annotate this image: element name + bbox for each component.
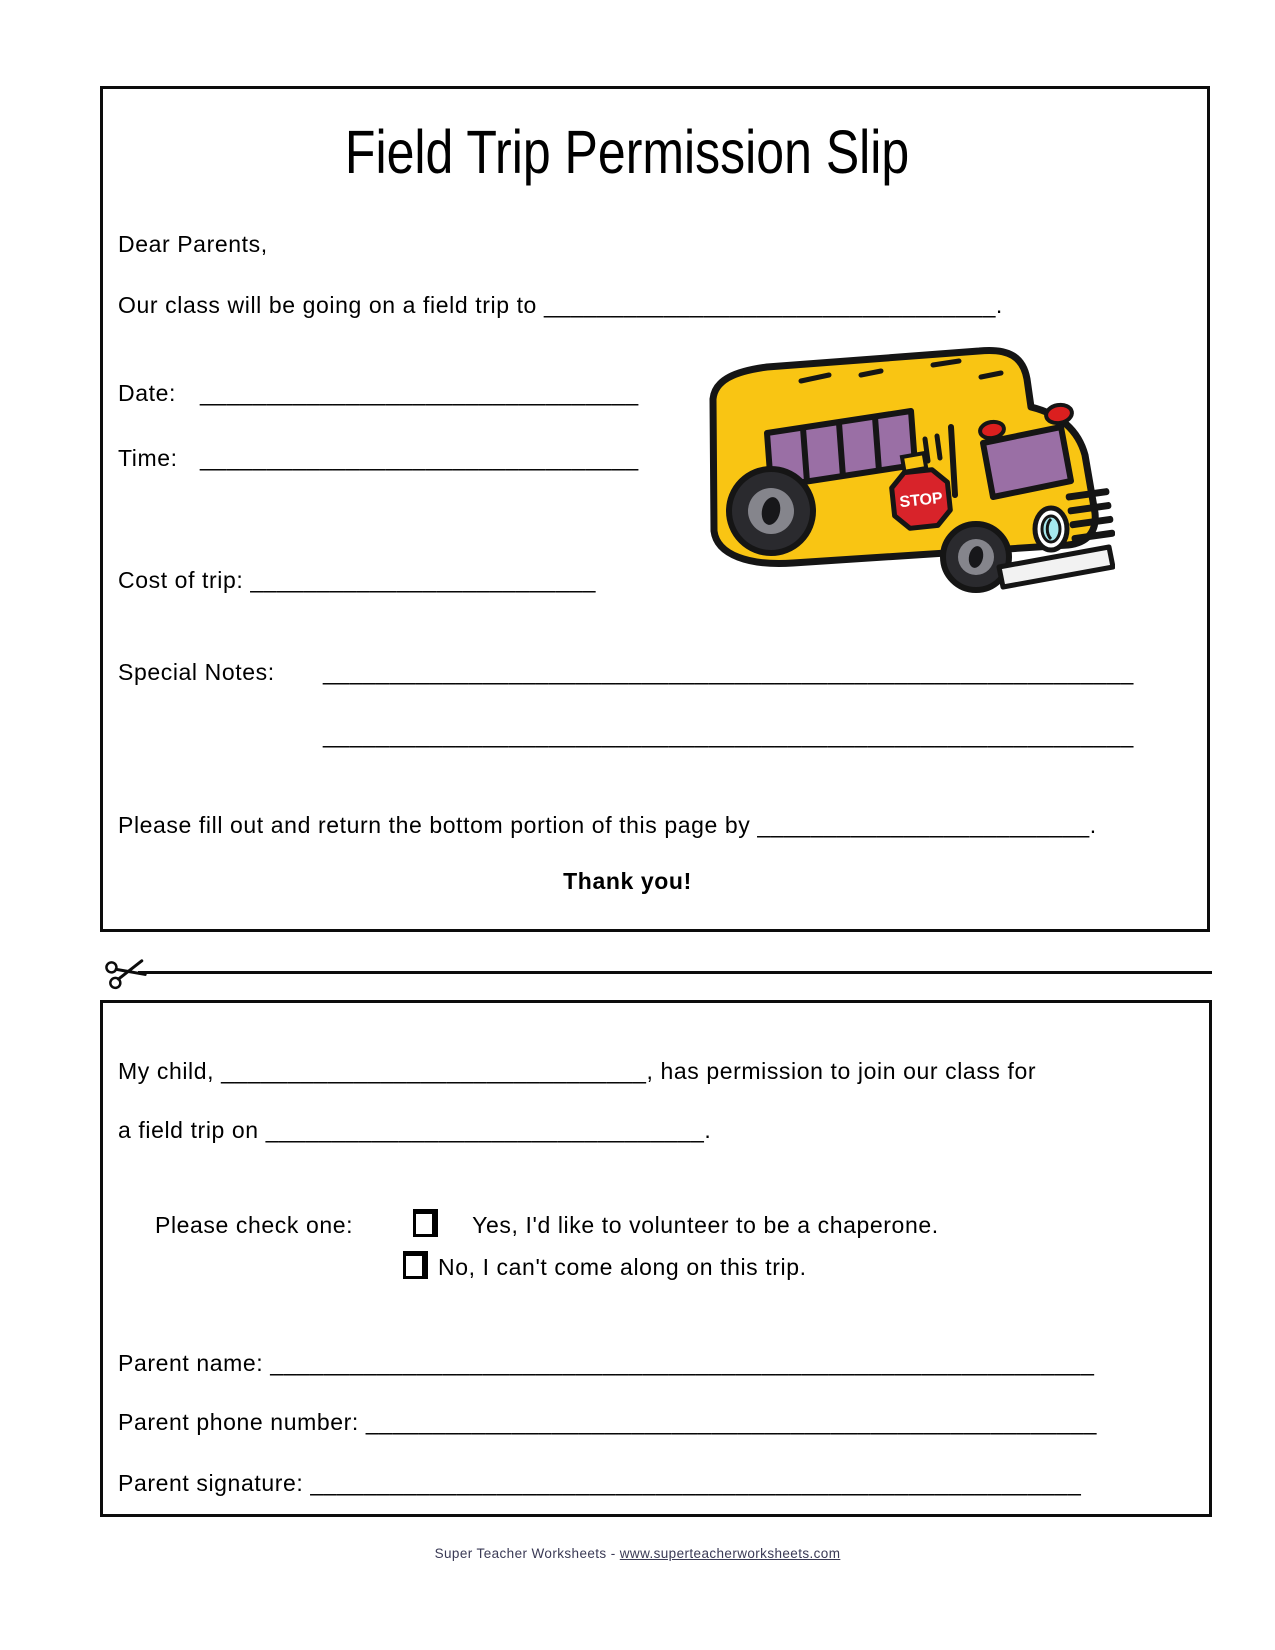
bottom-section-box: [100, 1000, 1212, 1517]
special-notes-blank-2: _____________________________________________________________: [323, 722, 1134, 748]
trip-suffix: .: [704, 1117, 712, 1143]
trip-date-line: [118, 1117, 711, 1145]
page-title-text: Field Trip Permission Slip: [345, 118, 910, 186]
date-label: Date:: [118, 380, 176, 406]
bus-rear-wheel: [729, 469, 813, 553]
cut-rule: [138, 971, 1212, 974]
special-notes-blank-1: _____________________________________________________________: [323, 659, 1134, 685]
parent-phone-label: Parent phone number:: [118, 1409, 366, 1435]
yes-option-label: Yes, I'd like to volunteer to be a chaperone.: [472, 1212, 939, 1238]
school-bus-illustration: [683, 333, 1115, 595]
intro-suffix: .: [995, 292, 1003, 318]
child-name-blank: ________________________________: [221, 1058, 647, 1084]
child-suffix: , has permission to join our class for: [646, 1058, 1037, 1084]
intro-prefix: Our class will be going on a field trip to: [118, 292, 544, 318]
no-option-label: No, I can't come along on this trip.: [438, 1254, 807, 1280]
parent-phone-line: [118, 1409, 1097, 1437]
top-section-box: [100, 86, 1210, 932]
thank-you-text: Thank you!: [563, 868, 692, 894]
child-prefix: My child,: [118, 1058, 222, 1084]
return-line: [118, 812, 1097, 840]
bus-bumper: [999, 547, 1113, 587]
footer-text: Super Teacher Worksheets -: [434, 1546, 620, 1561]
cut-line: [106, 950, 1212, 994]
cost-line: [118, 567, 596, 595]
footer-link[interactable]: www.superteacherworksheets.com: [619, 1546, 841, 1561]
time-blank: _________________________________: [200, 445, 639, 471]
parent-name-label: Parent name:: [118, 1350, 271, 1376]
destination-blank: __________________________________: [543, 292, 996, 318]
check-option-yes-row: [155, 1209, 939, 1240]
cost-blank: __________________________: [250, 567, 596, 593]
special-notes-line-1: [118, 659, 1134, 687]
check-one-label: Please check one:: [155, 1212, 354, 1238]
bus-marker-light-right: [1045, 403, 1074, 425]
date-line: [118, 380, 639, 408]
trip-prefix: a field trip on: [118, 1117, 266, 1143]
parent-signature-line: [118, 1470, 1081, 1498]
trip-date-blank: _________________________________: [265, 1117, 705, 1143]
parent-name-line: [118, 1350, 1094, 1378]
parent-name-blank: ______________________________________________________________: [270, 1350, 1095, 1376]
scissors-icon: [102, 948, 150, 996]
no-checkbox[interactable]: [403, 1251, 428, 1279]
check-option-no-row: [403, 1251, 807, 1282]
time-label: Time:: [118, 445, 178, 471]
bus-headlight: [1035, 508, 1067, 550]
footer: [0, 1546, 1275, 1561]
child-line: [118, 1058, 1036, 1086]
yes-checkbox[interactable]: [413, 1209, 438, 1237]
parent-phone-blank: _______________________________________________________: [365, 1409, 1097, 1435]
parent-signature-blank: __________________________________________________________: [310, 1470, 1082, 1496]
page-title: [103, 117, 1207, 187]
special-notes-label: Special Notes:: [118, 659, 275, 685]
return-prefix: Please fill out and return the bottom portion of this page by: [118, 812, 758, 838]
special-notes-line-2: [323, 722, 1134, 750]
return-suffix: .: [1089, 812, 1097, 838]
parent-signature-label: Parent signature:: [118, 1470, 311, 1496]
bus-stop-sign: [890, 468, 952, 530]
bus-front-divider: [951, 427, 955, 495]
date-blank: _________________________________: [200, 380, 639, 406]
time-line: [118, 445, 639, 473]
return-date-blank: _________________________: [757, 812, 1090, 838]
greeting-text: Dear Parents,: [118, 231, 268, 257]
intro-line: [118, 292, 1003, 320]
cost-label: Cost of trip:: [118, 567, 251, 593]
bus-stop-sign-text: STOP: [898, 489, 944, 512]
